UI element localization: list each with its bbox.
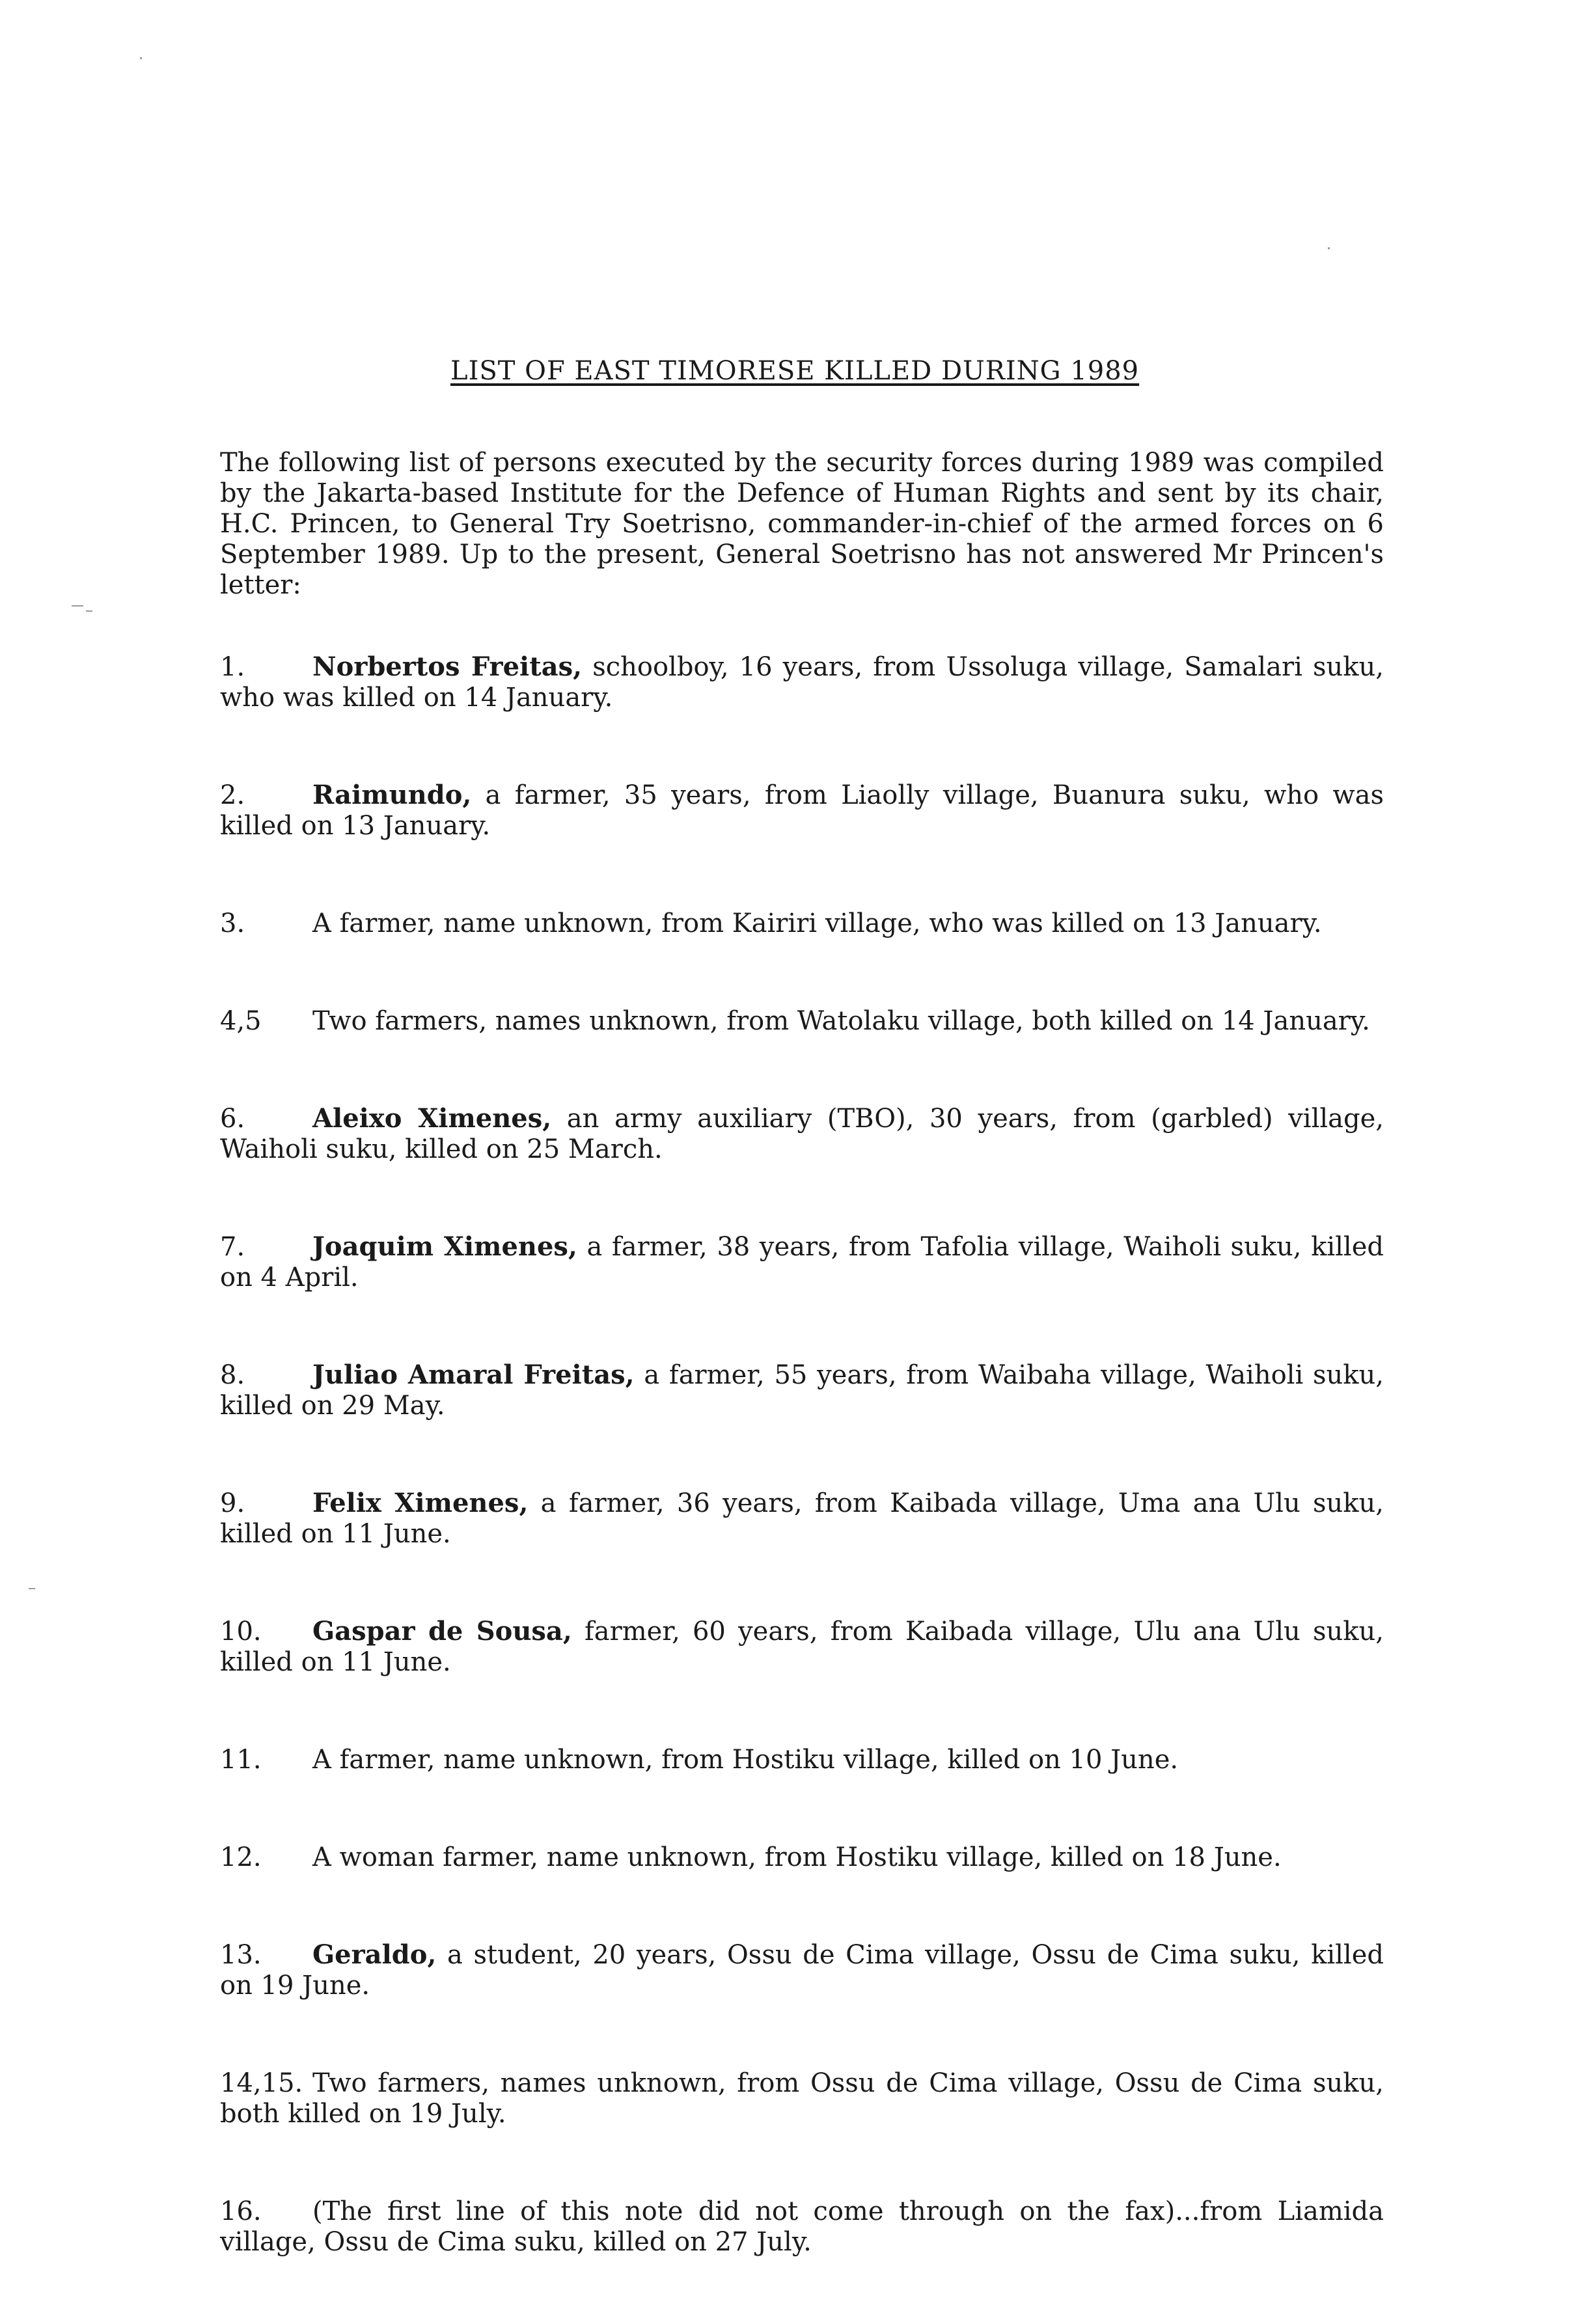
document-body bbox=[220, 448, 1384, 2324]
list-item bbox=[220, 1842, 1384, 1873]
list-item bbox=[220, 1005, 1384, 1037]
entry-text: A farmer, name unknown, from Hostiku village, killed on 10 June. bbox=[312, 1745, 1179, 1775]
list-item bbox=[220, 2068, 1384, 2129]
entry-number: 10. bbox=[220, 1617, 262, 1647]
list-item bbox=[220, 908, 1384, 939]
entry-name: Gaspar de Sousa, bbox=[312, 1616, 572, 1647]
entry-text: an army auxiliary (TBO), 30 years, from (garbled) village, Waiholi suku, killed on 25 March. bbox=[220, 1104, 1384, 1164]
entry-number: 12. bbox=[220, 1842, 262, 1872]
scan-mark bbox=[29, 1588, 35, 1589]
list-item bbox=[220, 1103, 1384, 1165]
list-item bbox=[220, 1616, 1384, 1678]
scan-mark bbox=[72, 605, 83, 607]
entry-text: a farmer, 55 years, from Waibaha village, Waiholi suku, killed on 29 May. bbox=[220, 1360, 1384, 1421]
entry-text: a farmer, 36 years, from Kaibada village, Uma ana Ulu suku, killed on 11 June. bbox=[220, 1488, 1384, 1549]
entry-name: Joaquim Ximenes, bbox=[312, 1231, 577, 1262]
list-item bbox=[220, 780, 1384, 841]
list-item bbox=[220, 1231, 1384, 1293]
scan-mark bbox=[1328, 247, 1330, 249]
entry-text: Two farmers, names unknown, from Watolaku village, both killed on 14 January. bbox=[312, 1006, 1370, 1036]
entry-number: 7. bbox=[220, 1232, 245, 1262]
entry-number: 4,5 bbox=[220, 1006, 262, 1036]
page-title: LIST OF EAST TIMORESE KILLED DURING 1989 bbox=[450, 356, 1140, 386]
entry-text: (The first line of this note did not come through on the fax)...from Liamida village, Ossu de Cima suku, killed on 27 July. bbox=[220, 2196, 1384, 2257]
entry-text: a farmer, 38 years, from Tafolia village, Waiholi suku, killed on 4 April. bbox=[220, 1232, 1384, 1292]
entry-text: schoolboy, 16 years, from Ussoluga village, Samalari suku, who was killed on 14 January. bbox=[220, 652, 1384, 713]
intro-paragraph: The following list of persons executed by the security forces during 1989 was compiled by the Jakarta-based Institute for the Defence of Human Rights and sent by its chair, H.C. Princen, to General Try Soetrisno, commander-in-chief of the armed forces on 6 September 1989. Up to the present, General Soetrisno has not answered Mr Princen's letter: bbox=[220, 448, 1384, 600]
entry-name: Juliao Amaral Freitas, bbox=[312, 1360, 635, 1390]
entry-number: 13. bbox=[220, 1940, 262, 1970]
entry-number: 1. bbox=[220, 652, 245, 682]
list-item bbox=[220, 1488, 1384, 1550]
entry-number: 8. bbox=[220, 1360, 245, 1390]
list-item bbox=[220, 1744, 1384, 1775]
entry-text: a student, 20 years, Ossu de Cima village, Ossu de Cima suku, killed on 19 June. bbox=[220, 1940, 1384, 2001]
entry-text: farmer, 60 years, from Kaibada village, Ulu ana Ulu suku, killed on 11 June. bbox=[220, 1617, 1384, 1677]
entry-text: Two farmers, names unknown, from Ossu de Cima village, Ossu de Cima suku, both killed on 19 July. bbox=[220, 2068, 1384, 2129]
entry-number: 9. bbox=[220, 1488, 245, 1518]
list-item bbox=[220, 651, 1384, 713]
entry-number: 14,15. bbox=[220, 2068, 303, 2098]
entry-name: Aleixo Ximenes, bbox=[312, 1103, 552, 1134]
entry-text: A woman farmer, name unknown, from Hostiku village, killed on 18 June. bbox=[312, 1842, 1282, 1872]
entry-name: Felix Ximenes, bbox=[312, 1488, 529, 1518]
entry-text: A farmer, name unknown, from Kairiri village, who was killed on 13 January. bbox=[312, 909, 1322, 938]
entry-number: 3. bbox=[220, 909, 245, 938]
entry-number: 6. bbox=[220, 1104, 245, 1134]
entry-name: Geraldo, bbox=[312, 1939, 437, 1970]
list-item bbox=[220, 1939, 1384, 2001]
list-item bbox=[220, 2196, 1384, 2258]
entry-text: a farmer, 35 years, from Liaolly village, Buanura suku, who was killed on 13 January. bbox=[220, 780, 1384, 841]
entry-number: 11. bbox=[220, 1745, 262, 1775]
entry-number: 16. bbox=[220, 2196, 262, 2226]
entry-number: 2. bbox=[220, 780, 245, 810]
entry-name: Raimundo, bbox=[312, 780, 472, 810]
entry-name: Norbertos Freitas, bbox=[312, 651, 583, 682]
list-item bbox=[220, 1360, 1384, 1421]
scan-mark bbox=[140, 57, 142, 59]
scan-mark bbox=[86, 610, 92, 612]
